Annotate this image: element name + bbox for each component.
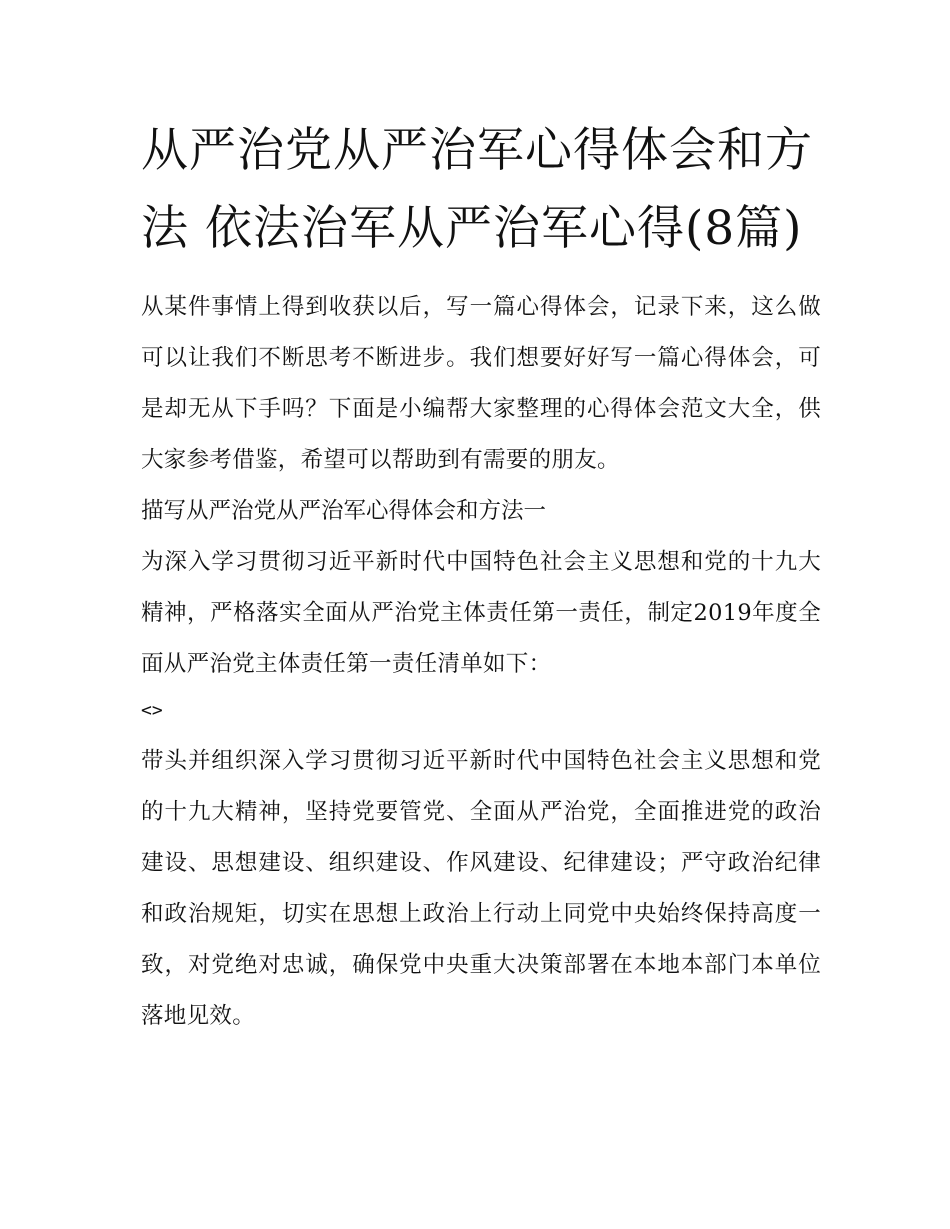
document-title: 从严治党从严治军心得体会和方法 依法治军从严治军心得(8篇) — [141, 123, 813, 256]
body-paragraph-1: 为深入学习贯彻习近平新时代中国特色社会主义思想和党的十九大精神，严格落实全面从严治党主体责任第一责任，制定2019年度全面从严治党主体责任第一责任清单如下： — [141, 549, 821, 677]
section-heading: 描写从严治党从严治军心得体会和方法一 — [141, 498, 547, 524]
body-paragraph-2: 带头并组织深入学习贯彻习近平新时代中国特色社会主义思想和党的十九大精神，坚持党要管党、全面从严治党，全面推进党的政治建设、思想建设、组织建设、作风建设、纪律建设；严守政治纪律和政治规矩，切实在思想上政治上行动上同党中央始终保持高度一致，对党绝对忠诚，确保党中央重大决策部署在本地本部门本单位落地见效。 — [141, 748, 821, 1029]
intro-paragraph: 从某件事情上得到收获以后，写一篇心得体会，记录下来，这么做可以让我们不断思考不断进步。我们想要好好写一篇心得体会，可是却无从下手吗？下面是小编帮大家整理的心得体会范文大全，供大家参考借鉴，希望可以帮助到有需要的朋友。 — [141, 294, 821, 473]
bracket-marker: <> — [141, 700, 163, 721]
document-page — [141, 112, 821, 1042]
